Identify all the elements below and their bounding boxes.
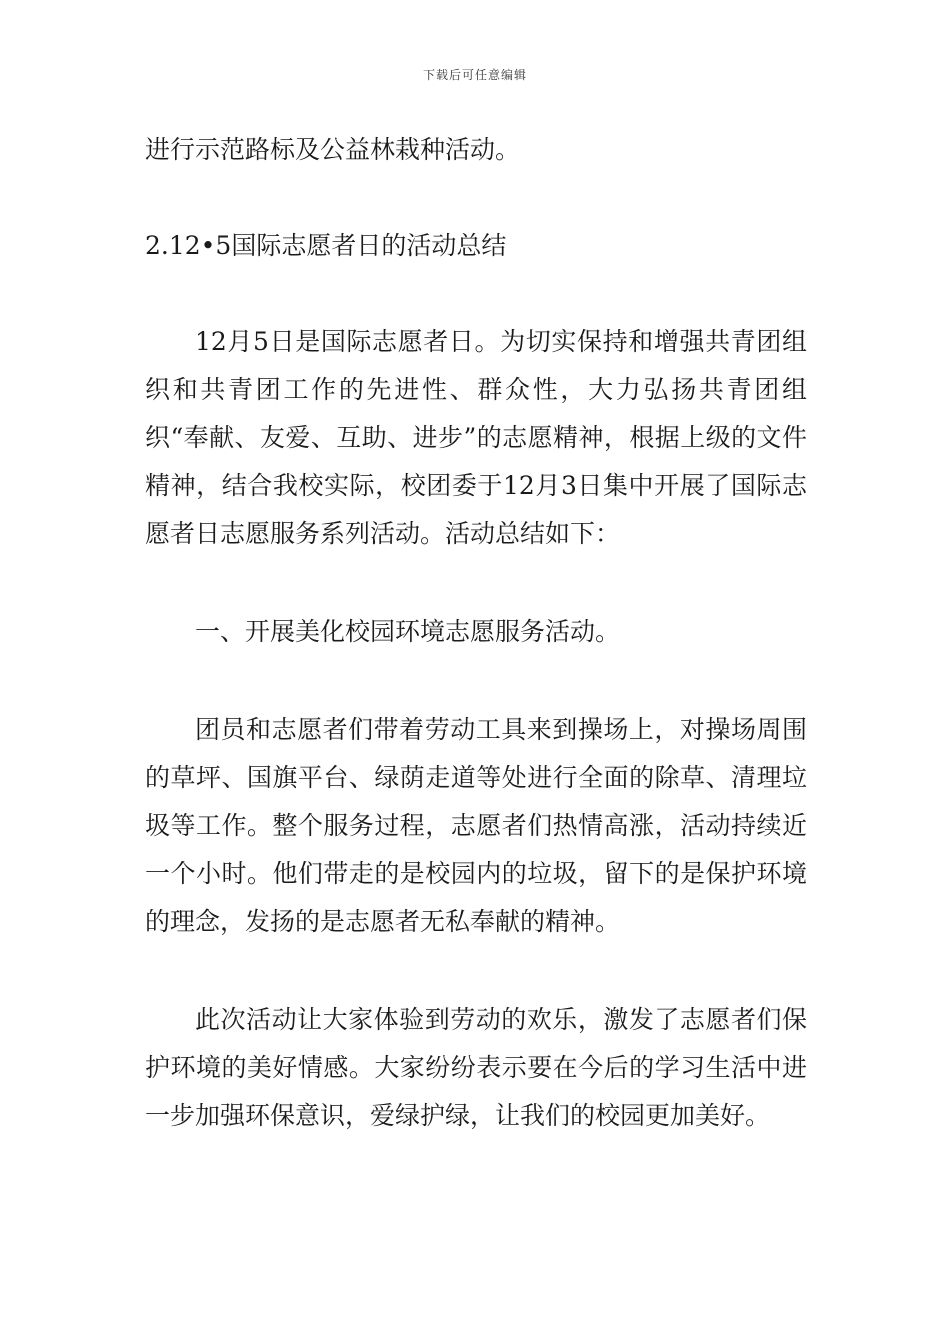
intro-paragraph: 12月5日是国际志愿者日。为切实保持和增强共青团组织和共青团工作的先进性、群众性，大力弘扬共青团组织“奉献、友爱、互助、进步”的志愿精神，根据上级的文件精神，结合我校实际，校团委于12月3日集中开展了国际志愿者日志愿服务系列活动。活动总结如下： [145,327,807,548]
subsection-heading: 一、开展美化校园环境志愿服务活动。 [195,617,621,646]
page-header-note: 下载后可任意编辑 [422,68,527,82]
activity-paragraph: 团员和志愿者们带着劳动工具来到操场上，对操场周围的草坪、国旗平台、绿荫走道等处进行全面的除草、清理垃圾等工作。整个服务过程，志愿者们热情高涨，活动持续近一个小时。他们带走的是校园内的垃圾，留下的是保护环境的理念，发扬的是志愿者无私奉献的精神。 [145,715,807,936]
section-title: 2.12•5国际志愿者日的活动总结 [145,231,507,260]
document-body [145,126,807,1140]
closing-paragraph: 此次活动让大家体验到劳动的欢乐，激发了志愿者们保护环境的美好情感。大家纷纷表示要在今后的学习生活中进一步加强环保意识，爱绿护绿，让我们的校园更加美好。 [145,1005,807,1130]
continuation-paragraph: 进行示范路标及公益林栽种活动。 [145,135,521,164]
